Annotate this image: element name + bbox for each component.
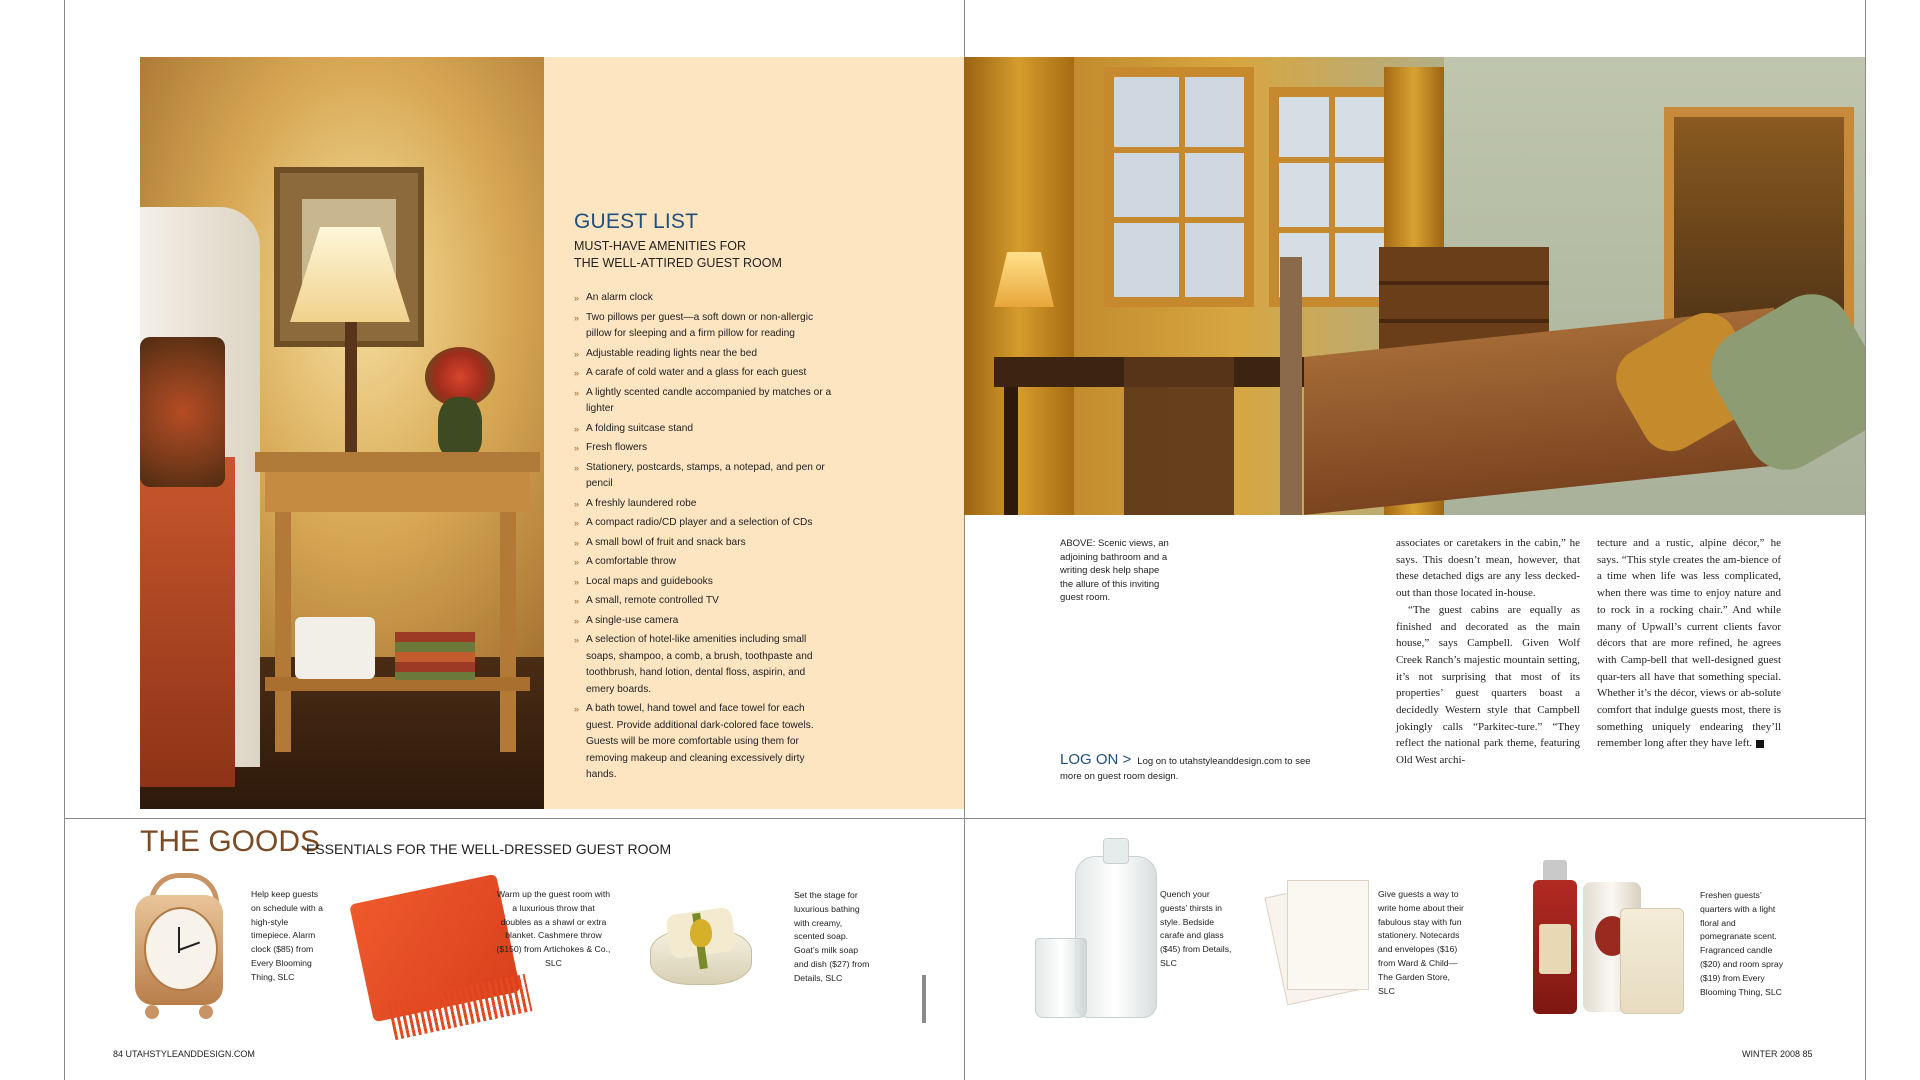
product-soap-text: Set the stage for luxurious bathing with creamy, scented soap. Goat’s milk soap and dish ($27) from Details, SLC [794,890,870,983]
product-clock-text: Help keep guests on schedule with a high-style timepiece. Alarm clock ($85) from Every Blooming Thing, SLC [251,889,323,982]
article-column-1: associates or caretakers in the cabin,” he says. This doesn’t mean, however, that these detached digs are any less decked-out than those located in-house. “The guest cabins are equally as finished and decorated as the main house,” says Campbell. Given Wolf Creek Ranch’s majestic mountain setting, it’s not surprising that most of its properties’ guest quarters boast a decidedly Western style that Campbell jokingly calls “Parkitec-ture.” “They reflect the national park theme, featuring Old West archi- [1396,537,1580,767]
product-stationery-text: Give guests a way to write home about their fabulous stay with fun stationery. Notecards and envelopes ($16) from Ward & Child—The Garden Store, SLC [1378,889,1464,996]
end-mark-icon [1756,740,1764,748]
logon-link-text[interactable]: Log on to utahstyleanddesign.com to see more on guest room design. [1060,756,1311,782]
list-item: » A comfortable throw [574,556,677,567]
list-item: » A compact radio/CD player and a selection of CDs [574,517,813,528]
bedside-photo [140,57,544,809]
photo-caption: ABOVE: Scenic views, an adjoining bathroom and a writing desk help shape the allure of this inviting guest room. [1060,538,1169,603]
guest-list-items [574,290,834,787]
list-item: » A selection of hotel-like amenities including small soaps, shampoo, a comb, a brush, toothpaste and toothbrush, hand lotion, dental floss, aspirin, and emery boards. [574,634,813,695]
list-item: » A small, remote controlled TV [574,595,719,606]
product-carafe-text: Quench your guests’ thirsts in style. Bedside carafe and glass ($45) from Details, SLC [1160,889,1232,968]
article-column-2: tecture and a rustic, alpine décor,” he says. “This style creates the am-bience of a time when life was less complicated, when there was time to enjoy nature and to rock in a rocking chair.” And while many of Upwall’s current clients favor décors that are more refined, he agrees with Camp-bell that well-designed guest quar-ters all have that something special. Whether it’s the décor, views or ab-solute comfort that indulge guests most, there is something uniquely endearing they’ll remember long after they have left. [1597,537,1781,750]
goods-title: THE GOODS [140,825,321,858]
logon-label: LOG ON > [1060,751,1132,768]
list-item: » A small bowl of fruit and snack bars [574,536,746,548]
list-item: » Local maps and guidebooks [574,575,713,587]
guest-room-photo [964,57,1865,515]
list-item: » A bath towel, hand towel and face towel for each guest. Provide additional dark-colored face towels. Guests will be more comfortable using them for removing makeup and cleaning excessively dirty hands. [574,703,814,780]
product-candle-text: Freshen guests’ quarters with a light floral and pomegranate scent. Fragranced candle ($20) and room spray ($19) from Every Blooming Thing, SLC [1700,890,1784,997]
list-item: » A lightly scented candle accompanied by matches or a lighter [574,386,832,414]
goods-subtitle: ESSENTIALS FOR THE WELL-DRESSED GUEST ROOM [306,841,672,857]
list-item: » An alarm clock [574,292,653,303]
candle-and-spray-image [1525,860,1685,1020]
folio-right: WINTER 2008 85 [1742,1049,1813,1059]
list-item: » A folding suitcase stand [574,422,694,434]
list-item: » Two pillows per guest—a soft down or non-allergic pillow for sleeping and a firm pillow for reading [574,311,814,339]
right-page-edge [1865,0,1866,1080]
list-item: » Stationery, postcards, stamps, a notepad, and pen or pencil [574,461,825,489]
guest-list-subtitle: MUST-HAVE AMENITIES FOR THE WELL-ATTIRED GUEST ROOM [574,239,782,270]
carafe-image [1035,838,1165,1018]
list-item: » Adjustable reading lights near the bed [574,347,758,359]
list-item: » A single-use camera [574,614,679,626]
list-item: » A freshly laundered robe [574,497,697,509]
soap-dish-image [650,893,750,993]
product-throw-text: Warm up the guest room with a luxurious throw that doubles as a shawl or extra blanket. Cashmere throw ($150) from Artichokes & Co., SLC [496,889,611,968]
list-item: » A carafe of cold water and a glass for each guest [574,367,807,378]
guest-list-title: GUEST LIST [574,210,699,233]
left-page-edge [64,0,65,1080]
folio-left: 84 UTAHSTYLEANDDESIGN.COM [113,1049,255,1059]
list-item: » Fresh flowers [574,442,648,453]
stationery-image [1275,880,1375,1020]
logon-callout [1060,752,1320,784]
goods-divider [64,818,1865,819]
page-scroll-marker [922,975,926,1023]
alarm-clock-image [135,873,223,1023]
